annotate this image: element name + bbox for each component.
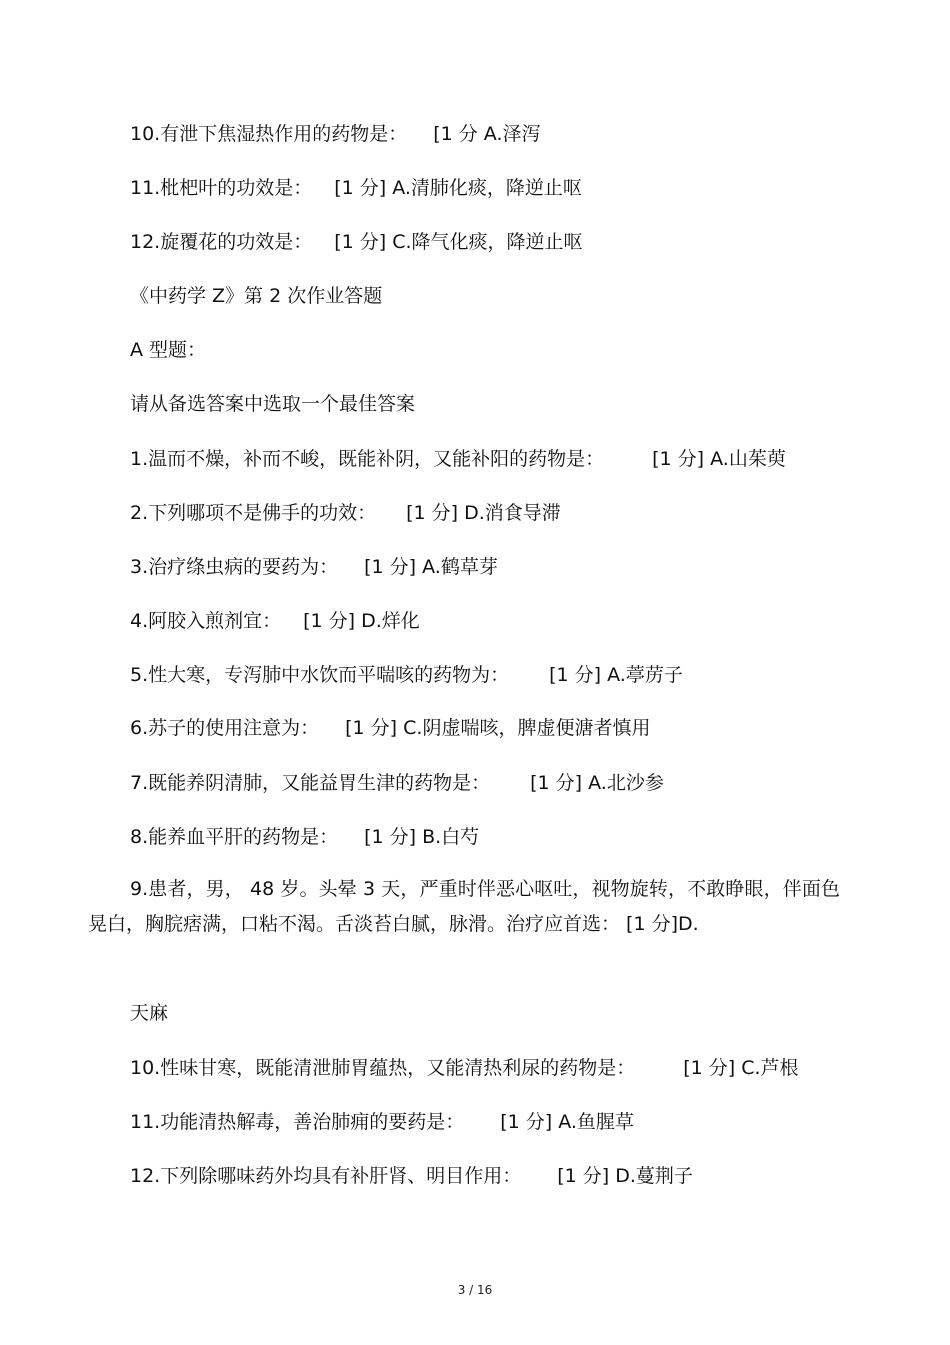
question-text: 12.旋覆花的功效是： — [130, 231, 313, 253]
question-line — [130, 176, 582, 200]
question-line — [130, 122, 541, 146]
question-text: 10.性味甘寒，既能清泄肺胃蕴热，又能清热利尿的药物是： — [130, 1057, 636, 1079]
answer-text: [1 分] D.蔓荆子 — [557, 1165, 693, 1187]
question-text: 7.既能养阴清肺，又能益胃生津的药物是： — [130, 772, 491, 794]
question-text: 12.下列除哪味药外均具有补肝肾、明目作用： — [130, 1165, 522, 1187]
question-line — [130, 501, 561, 525]
question-text: 11.枇杷叶的功效是： — [130, 177, 313, 199]
answer-text: [1 分 A.泽泻 — [433, 123, 541, 145]
section-title: 《中药学 Z》第 2 次作业答题 — [130, 285, 383, 307]
question-text: 1.温而不燥，补而不峻，既能补阴，又能补阳的药物是： — [130, 448, 605, 470]
question-9-answer: 天麻 — [130, 1002, 169, 1024]
question-line — [130, 716, 650, 740]
question-line — [130, 771, 664, 795]
question-line — [130, 230, 583, 254]
question-line — [130, 609, 420, 633]
question-line — [130, 825, 479, 849]
question-text: 3.治疗绦虫病的要药为： — [130, 556, 339, 578]
question-9-paragraph: 9.患者，男， 48 岁。头晕 3 天，严重时伴恶心呕吐，视物旋转，不敢睁眼，伴面色晃白，胸脘痞满，口粘不渴。舌淡苔白腻，脉滑。治疗应首选： [1 分]D. — [88, 878, 840, 935]
section-type: A 型题： — [130, 339, 207, 361]
page-number: 3 / 16 — [457, 1283, 493, 1297]
question-text: 5.性大寒，专泻肺中水饮而平喘咳的药物为： — [130, 664, 510, 686]
question-line — [130, 1056, 799, 1080]
answer-text: [1 分] A.清肺化痰，降逆止呕 — [334, 177, 582, 199]
answer-text: [1 分] D.消食导滞 — [406, 502, 561, 524]
question-text: 11.功能清热解毒，善治肺痈的要药是： — [130, 1111, 465, 1133]
answer-text: [1 分] A.鱼腥草 — [500, 1111, 634, 1133]
answer-text: [1 分] B.白芍 — [364, 826, 480, 848]
answer-text: [1 分] A.鹤草芽 — [364, 556, 498, 578]
answer-text: [1 分] A.北沙参 — [530, 772, 664, 794]
question-line — [130, 663, 683, 687]
question-text: 4.阿胶入煎剂宜： — [130, 610, 282, 632]
question-line — [130, 1164, 693, 1188]
question-text: 10.有泄下焦湿热作用的药物是： — [130, 123, 408, 145]
answer-text: [1 分] A.葶苈子 — [549, 664, 683, 686]
question-line — [130, 447, 786, 471]
question-text: 2.下列哪项不是佛手的功效： — [130, 502, 377, 524]
answer-text: [1 分] A.山茱萸 — [652, 448, 786, 470]
instruction-text: 请从备选答案中选取一个最佳答案 — [130, 393, 416, 415]
answer-text: [1 分] C.降气化痰，降逆止呕 — [334, 231, 583, 253]
answer-text: [1 分] C.芦根 — [683, 1057, 799, 1079]
question-text: 6.苏子的使用注意为： — [130, 717, 320, 739]
answer-text: [1 分] D.烊化 — [303, 610, 420, 632]
answer-text: [1 分] C.阴虚喘咳，脾虚便溏者慎用 — [345, 717, 651, 739]
question-line — [130, 1110, 634, 1134]
question-line — [130, 555, 498, 579]
question-text: 8.能养血平肝的药物是： — [130, 826, 339, 848]
